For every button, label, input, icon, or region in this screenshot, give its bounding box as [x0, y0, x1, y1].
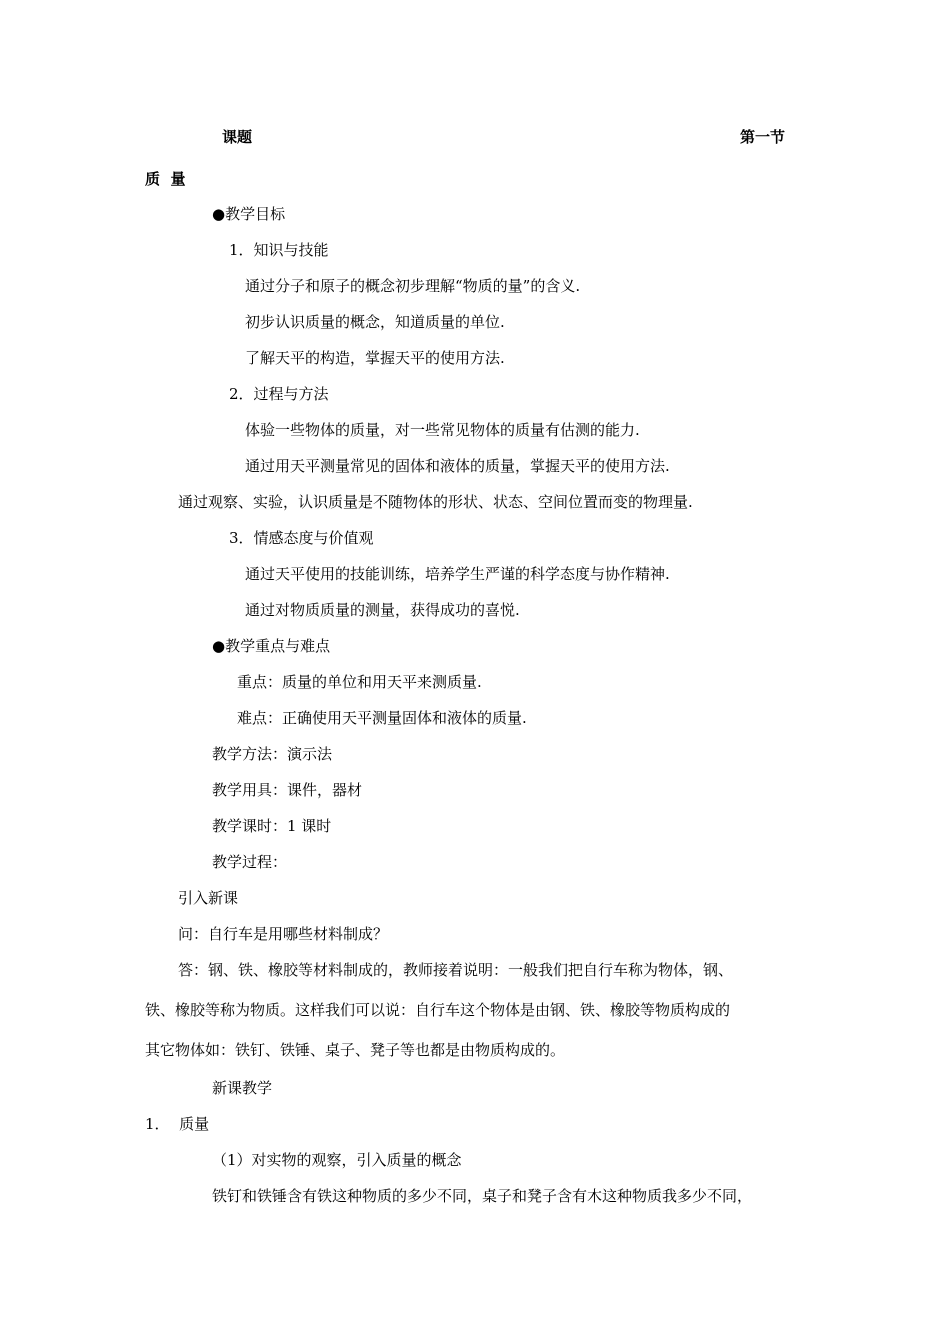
- text-line: 了解天平的构造，掌握天平的使用方法.: [245, 349, 505, 367]
- text-line: 教学过程：: [212, 853, 288, 871]
- key-points-heading: ●教学重点与难点: [212, 637, 331, 655]
- text-line: 通过天平使用的技能训练，培养学生严谨的科学态度与协作精神.: [245, 565, 670, 583]
- objective-2-heading: 2．过程与方法: [229, 385, 329, 403]
- text-line: 铁、橡胶等称为物质。这样我们可以说：自行车这个物体是由钢、铁、橡胶等物质构成的: [145, 1001, 731, 1019]
- text-line: 通过用天平测量常见的固体和液体的质量，掌握天平的使用方法.: [245, 457, 670, 475]
- lesson-label: 课题: [222, 128, 253, 146]
- text-line: 教学课时：1 课时: [212, 817, 332, 835]
- text-line: 通过对物质质量的测量，获得成功的喜悦.: [245, 601, 520, 619]
- text-line: 1． 质量: [145, 1115, 210, 1133]
- text-line: （1）对实物的观察，引入质量的概念: [212, 1151, 462, 1169]
- text-line: 教学用具：课件，器材: [212, 781, 363, 799]
- lesson-title: 质 量: [145, 170, 186, 188]
- text-line: 铁钉和铁锤含有铁这种物质的多少不同，桌子和凳子含有木这种物质我多少不同，: [212, 1187, 753, 1205]
- text-line: 体验一些物体的质量，对一些常见物体的质量有估测的能力.: [245, 421, 640, 439]
- text-line: 答：钢、铁、橡胶等材料制成的，教师接着说明：一般我们把自行车称为物体，钢、: [178, 961, 734, 979]
- text-line: 问：自行车是用哪些材料制成？: [178, 925, 389, 943]
- text-line: 通过观察、实验，认识质量是不随物体的形状、状态、空间位置而变的物理量.: [178, 493, 693, 511]
- text-line: 引入新课: [178, 889, 239, 907]
- text-line: 初步认识质量的概念，知道质量的单位.: [245, 313, 505, 331]
- objectives-heading: ●教学目标: [212, 205, 286, 223]
- text-line: 难点：正确使用天平测量固体和液体的质量.: [237, 709, 527, 727]
- text-line: 其它物体如：铁钉、铁锤、桌子、凳子等也都是由物质构成的。: [145, 1041, 566, 1059]
- objective-3-heading: 3．情感态度与价值观: [229, 529, 374, 547]
- objective-1-heading: 1．知识与技能: [229, 241, 329, 259]
- text-line: 教学方法：演示法: [212, 745, 333, 763]
- section-label: 第一节: [740, 128, 786, 146]
- text-line: 通过分子和原子的概念初步理解“物质的量”的含义.: [245, 277, 581, 295]
- text-line: 重点：质量的单位和用天平来测质量.: [237, 673, 482, 691]
- text-line: 新课教学: [212, 1079, 273, 1097]
